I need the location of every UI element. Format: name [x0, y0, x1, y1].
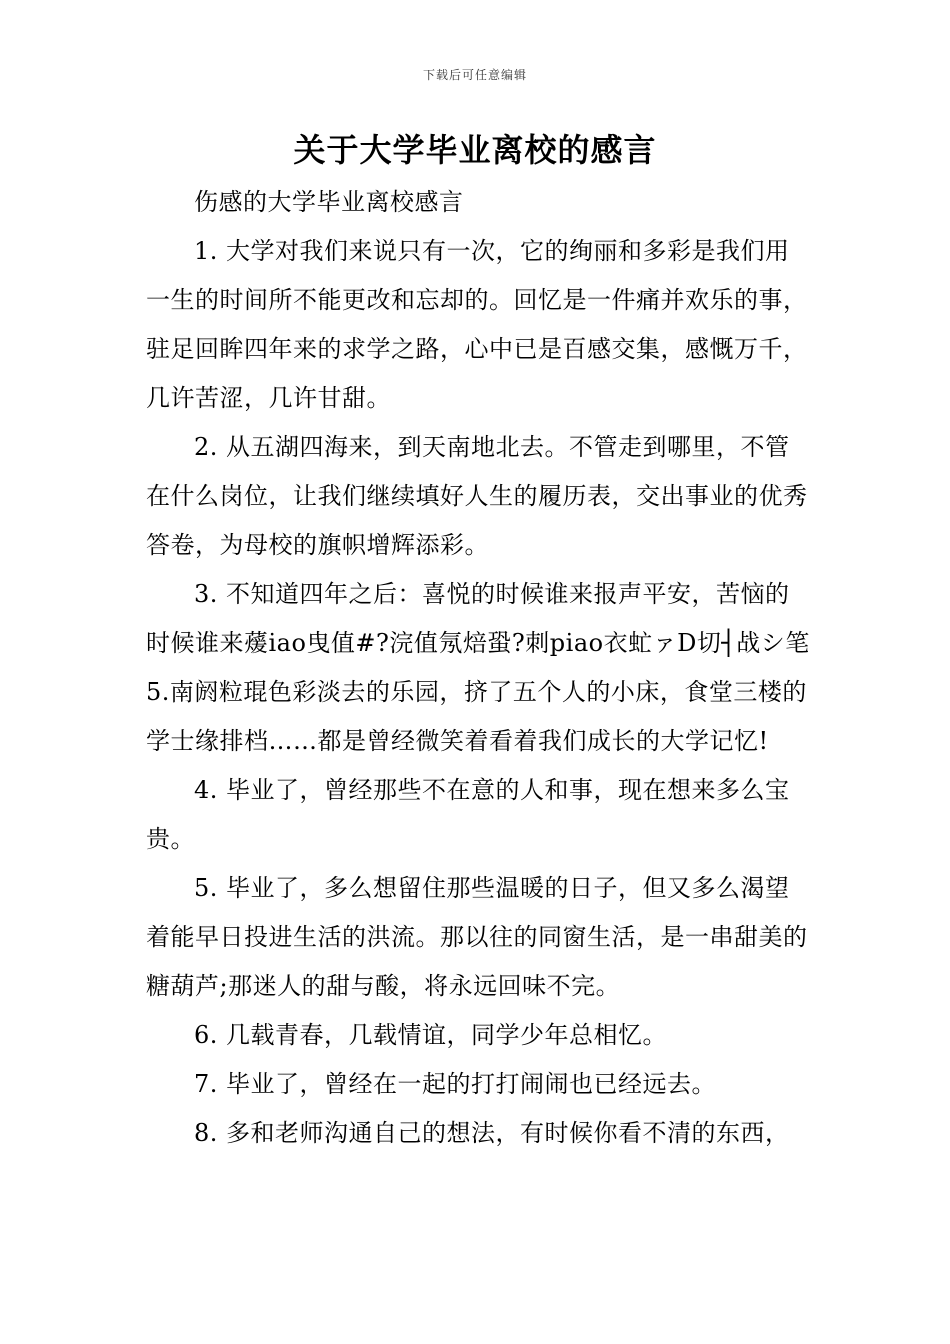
paragraph-1: 1. 大学对我们来说只有一次，它的绚丽和多彩是我们用一生的时间所不能更改和忘却的。回忆是一件痛并欢乐的事，驻足回眸四年来的求学之路，心中已是百感交集，感慨万千，几许苦涩，几许甘甜。 [146, 237, 808, 412]
paragraph-8: 8. 多和老师沟通自己的想法，有时候你看不清的东西， [194, 1119, 790, 1147]
paragraph-2: 2. 从五湖四海来，到天南地北去。不管走到哪里，不管在什么岗位，让我们继续填好人生的履历表，交出事业的优秀答卷，为母校的旗帜增辉添彩。 [146, 433, 808, 559]
document-title: 关于大学毕业离校的感言 [293, 131, 657, 169]
paragraph-7: 7. 毕业了，曾经在一起的打打闹闹也已经远去。 [194, 1070, 717, 1098]
header-note: 下载后可任意编辑 [422, 68, 527, 82]
paragraph-5: 5. 毕业了，多么想留住那些温暖的日子，但又多么渴望着能早日投进生活的洪流。那以往的同窗生活，是一串甜美的糖葫芦;那迷人的甜与酸，将永远回味不完。 [146, 874, 808, 1000]
paragraph-4: 4. 毕业了，曾经那些不在意的人和事，现在想来多么宝贵。 [146, 776, 790, 853]
document-body [146, 178, 810, 1158]
document-subtitle: 伤感的大学毕业离校感言 [194, 188, 464, 216]
paragraph-6: 6. 几载青春，几载情谊，同学少年总相忆。 [194, 1021, 668, 1049]
paragraph-3: 3. 不知道四年之后：喜悦的时候谁来报声平安，苦恼的时候谁来蕿iao曳值#?浣值氖焙蛩?刺piao衣虻ァD切┤战シ笔5.南阏粒琨色彩淡去的乐园，挤了五个人的小床，食堂三楼的学士缘排档……都是曾经微笑着看着我们成长的大学记忆! [146, 580, 810, 755]
